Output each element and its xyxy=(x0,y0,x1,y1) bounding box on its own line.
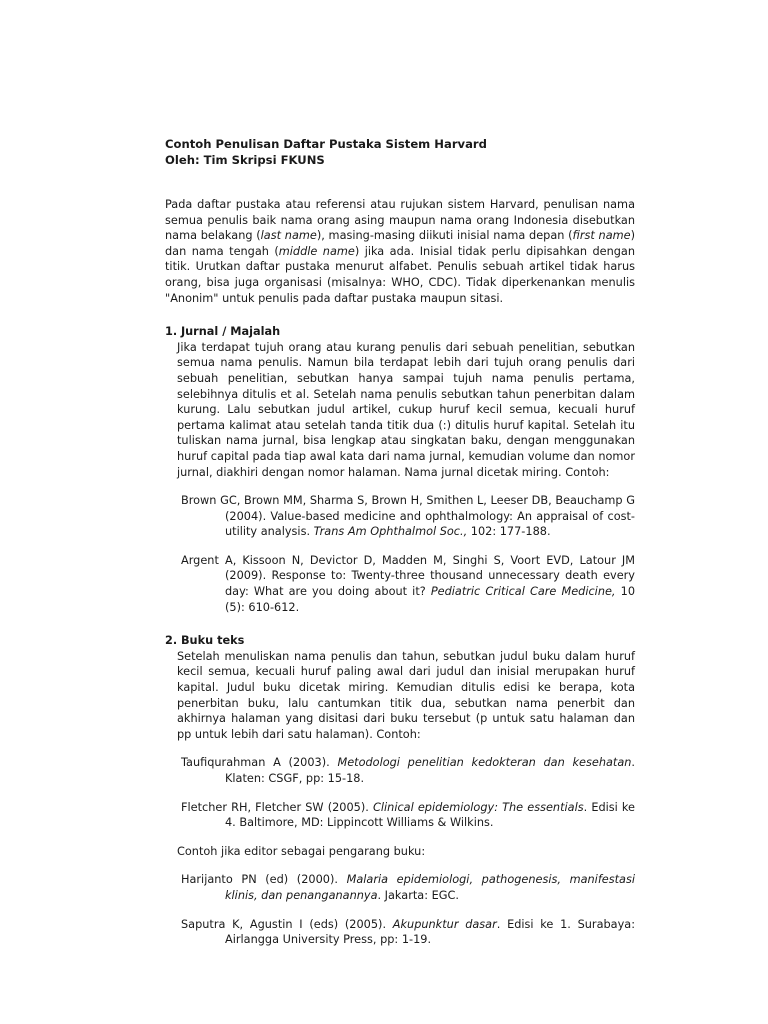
intro-text: Pada daftar pustaka atau referensi atau rujukan sistem Harvard, penulisan nama semua penulis baik nama orang asing maupun nama orang Indonesia disebutkan nama belakang ( xyxy=(165,198,635,243)
reference-text: Argent A, Kissoon N, Devictor D, Madden M, Singhi S, Voort EVD, Latour JM (2009). Response to: Twenty-three thousand unnecessary death every day: What are you doing about it? xyxy=(181,553,635,599)
reference-entry xyxy=(181,872,635,903)
reference-text: 102: 177-188. xyxy=(467,525,551,539)
reference-text: . Edisi ke 1. Surabaya: Airlangga University Press, pp: 1-19. xyxy=(225,917,635,947)
reference-text: 10 (5): 610-612. xyxy=(225,585,635,614)
section-number: 1. xyxy=(165,325,178,339)
reference-title: Malaria epidemiologi, pathogenesis, manifestasi klinis, dan penanganannya xyxy=(225,873,636,902)
intro-paragraph xyxy=(165,197,635,306)
document-author: Oleh: Tim Skripsi FKUNS xyxy=(165,152,325,167)
reference-entry xyxy=(181,553,635,615)
section-heading-jurnal xyxy=(165,324,635,340)
section-heading-buku xyxy=(165,633,635,649)
reference-journal: Trans Am Ophthalmol Soc., xyxy=(313,525,468,539)
section-body-jurnal: Jika terdapat tujuh orang atau kurang penulis dari sebuah penelitian, sebutkan semua nama penulis. Namun bila terdapat lebih dari tujuh orang penulis dari sebuah penelitian, sebutkan hanya sampai tujuh nama penulis pertama, selebihnya ditulis et al. Setelah nama penulis sebutkan tahun penerbitan dalam kurung. Lalu sebutkan judul artikel, cukup huruf kecil semua, kecuali huruf pertama kalimat atau setelah tanda titik dua (:) ditulis huruf kapital. Setelah itu tuliskan nama jurnal, bisa lengkap atau singkatan baku, dengan menggunakan huruf capital pada tiap awal kata dari nama jurnal, kemudian volume dan nomor jurnal, diakhiri dengan nomor halaman. Nama jurnal dicetak miring. Contoh: xyxy=(177,340,635,479)
section-body-buku: Setelah menuliskan nama penulis dan tahun, sebutkan judul buku dalam huruf kecil semua, kecuali huruf paling awal dari judul dan inisial merupakan huruf kapital. Judul buku dicetak miring. Kemudian ditulis edisi ke berapa, kota penerbitan buku, lalu cantumkan titik dua, sebutkan nama penerbit dan akhirnya halaman yang disitasi dari buku tersebut (p untuk satu halaman dan pp untuk lebih dari satu halaman). Contoh: xyxy=(177,649,635,741)
intro-text: ) jika ada. Inisial tidak perlu dipisahkan dengan titik. Urutkan daftar pustaka menurut alfabet. Penulis sebuah artikel tidak harus orang, bisa juga organisasi (misalnya: WHO, CDC). Tidak diperkenankan menulis "Anonim" untuk penulis pada daftar pustaka maupun sitasi. xyxy=(165,244,635,305)
section-number: 2. xyxy=(165,634,178,648)
reference-entry xyxy=(181,800,635,831)
reference-text: . Edisi ke 4. Baltimore, MD: Lippincott Williams & Wilkins. xyxy=(225,800,635,830)
document-title: Contoh Penulisan Daftar Pustaka Sistem Harvard xyxy=(165,137,487,151)
intro-text: ), masing-masing diikuti inisial nama depan ( xyxy=(316,229,573,243)
section-heading-text: Jurnal / Majalah xyxy=(180,325,281,339)
intro-em: first name xyxy=(572,229,631,243)
reference-title: Clinical epidemiology: The essentials xyxy=(373,800,584,814)
reference-text: Fletcher RH, Fletcher SW (2005). xyxy=(181,800,373,814)
editor-note: Contoh jika editor sebagai pengarang buku: xyxy=(177,844,426,858)
document-page xyxy=(165,137,635,948)
intro-text: ) dan nama tengah ( xyxy=(165,229,635,258)
reference-text: Taufiqurahman A (2003). xyxy=(181,756,338,770)
intro-em: middle name xyxy=(278,244,355,258)
reference-entry xyxy=(181,917,635,948)
reference-entry xyxy=(181,755,635,786)
reference-text: . Jakarta: EGC. xyxy=(377,888,459,902)
reference-text: . Klaten: CSGF, pp: 15-18. xyxy=(225,756,636,785)
reference-title: Metodologi penelitian kedokteran dan kesehatan xyxy=(337,756,632,770)
reference-text: Brown GC, Brown MM, Sharma S, Brown H, Smithen L, Leeser DB, Beauchamp G (2004). Value-based medicine and ophthalmology: An appraisal of cost-utility analysis. xyxy=(181,494,635,539)
reference-text: Harijanto PN (ed) (2000). xyxy=(181,873,347,887)
intro-em: last name xyxy=(260,229,317,243)
reference-text: Saputra K, Agustin I (eds) (2005). xyxy=(181,917,393,931)
reference-title: Akupunktur dasar xyxy=(392,917,497,931)
section-heading-text: Buku teks xyxy=(180,634,245,648)
reference-journal: Pediatric Critical Care Medicine, xyxy=(430,585,616,599)
reference-entry xyxy=(181,493,635,540)
